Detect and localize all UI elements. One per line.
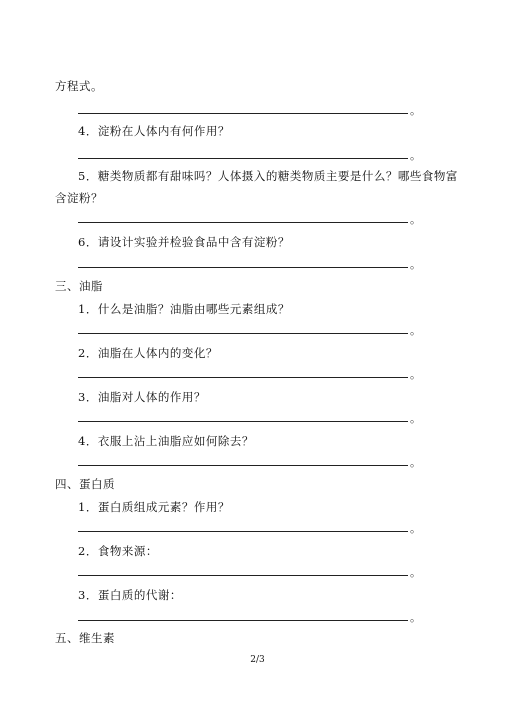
section-heading-lipids: 三、油脂 <box>55 279 103 293</box>
section-heading-vitamins: 五、维生素 <box>55 631 115 645</box>
answer-blank[interactable] <box>78 377 408 378</box>
period-mark: 。 <box>410 456 421 469</box>
lipids-question-1: 1．什么是油脂？油脂由哪些元素组成？ <box>78 302 290 316</box>
period-mark: 。 <box>410 104 421 117</box>
protein-question-3: 3．蛋白质的代谢： <box>78 588 182 602</box>
text-line: 方程式。 <box>55 79 103 93</box>
question-5: 5．糖类物质都有甜味吗？人体摄入的糖类物质主要是什么？哪些食物富 <box>78 169 458 183</box>
period-mark: 。 <box>410 566 421 579</box>
lipids-question-3: 3．油脂对人体的作用？ <box>78 390 206 404</box>
answer-blank[interactable] <box>78 222 408 223</box>
period-mark: 。 <box>410 522 421 535</box>
protein-question-1: 1．蛋白质组成元素？作用？ <box>78 500 230 514</box>
lipids-question-2: 2．油脂在人体内的变化？ <box>78 346 218 360</box>
period-mark: 。 <box>410 149 421 162</box>
period-mark: 。 <box>410 412 421 425</box>
question-6: 6．请设计实验并检验食品中含有淀粉？ <box>78 235 290 249</box>
period-mark: 。 <box>410 368 421 381</box>
protein-question-2: 2．食物来源： <box>78 544 158 558</box>
question-4: 4．淀粉在人体内有何作用？ <box>78 124 230 138</box>
period-mark: 。 <box>410 611 421 624</box>
period-mark: 。 <box>410 258 421 271</box>
answer-blank[interactable] <box>78 575 408 576</box>
answer-blank[interactable] <box>78 620 408 621</box>
answer-blank[interactable] <box>78 158 408 159</box>
section-heading-protein: 四、蛋白质 <box>55 477 115 491</box>
answer-blank[interactable] <box>78 113 408 114</box>
answer-blank[interactable] <box>78 333 408 334</box>
page-number: 2/3 <box>250 655 265 665</box>
answer-blank[interactable] <box>78 465 408 466</box>
period-mark: 。 <box>410 324 421 337</box>
question-5-continued: 含淀粉？ <box>55 191 103 205</box>
answer-blank[interactable] <box>78 531 408 532</box>
period-mark: 。 <box>410 213 421 226</box>
answer-blank[interactable] <box>78 267 408 268</box>
lipids-question-4: 4．衣服上沾上油脂应如何除去？ <box>78 434 254 448</box>
answer-blank[interactable] <box>78 421 408 422</box>
